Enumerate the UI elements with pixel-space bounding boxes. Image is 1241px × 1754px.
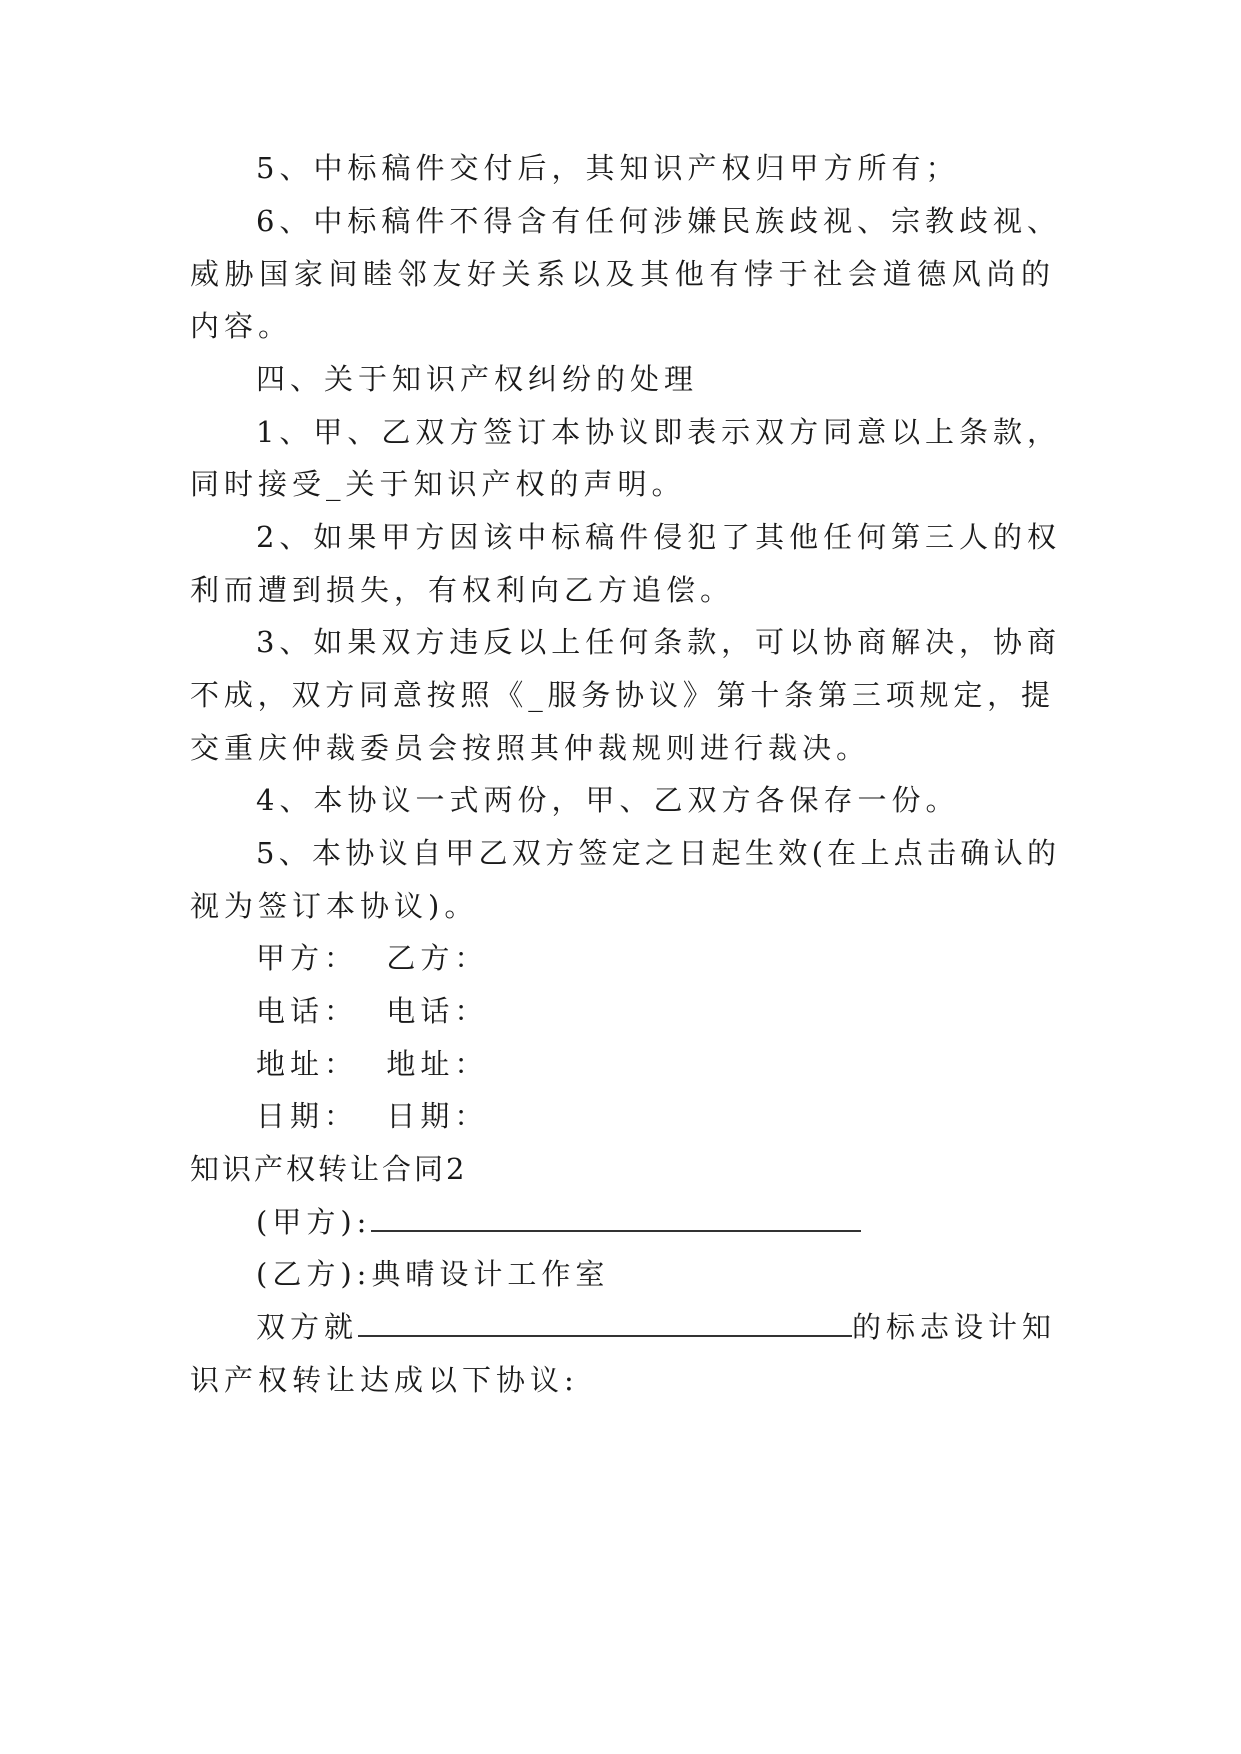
party-a-blank [371,1204,861,1232]
party-a-line [256,1202,1056,1242]
dispute-clause-5-end: 视为签订本协议)。 [190,889,479,923]
party-b-line: (乙方):典晴设计工作室 [256,1257,610,1291]
dispute-clause-2: 2、如果甲方因该中标稿件侵犯了其他任何第三人的权 [256,520,1056,554]
dispute-clause-3-end: 交重庆仲裁委员会按照其仲裁规则进行裁决。 [190,731,871,765]
agreement-intro-line [256,1307,1056,1347]
signature-phone-row: 电话： 电话： [256,994,489,1028]
contract-2-title: 知识产权转让合同2 [190,1152,468,1186]
clause-5-ip-ownership: 5、中标稿件交付后，其知识产权归甲方所有； [256,151,960,185]
agreement-intro-end: 的标志设计知 [852,1310,1057,1344]
signature-address-row: 地址： 地址： [256,1047,489,1081]
clause-6-content-restriction: 6、中标稿件不得含有任何涉嫌民族歧视、宗教歧视、 [256,204,1056,238]
dispute-clause-5: 5、本协议自甲乙双方签定之日起生效(在上点击确认的 [256,836,1056,870]
agreement-intro-start: 双方就 [256,1310,359,1344]
signature-date-row: 日期： 日期： [256,1099,489,1133]
dispute-clause-1: 1、甲、乙双方签订本协议即表示双方同意以上条款， [256,415,1056,449]
party-a-label: (甲方): [256,1205,372,1239]
signature-party-row: 甲方： 乙方： [256,941,489,975]
dispute-clause-1-end: 同时接受_关于知识产权的声明。 [190,467,686,501]
clause-6-end: 内容。 [190,309,293,343]
section-4-heading: 四、关于知识产权纠纷的处理 [256,362,699,396]
dispute-clause-3: 3、如果双方违反以上任何条款，可以协商解决，协商 [256,625,1056,659]
dispute-clause-3-continued: 不成，双方同意按照《_服务协议》第十条第三项规定，提 [190,678,1050,712]
agreement-intro-continued: 识产权转让达成以下协议: [190,1363,579,1397]
clause-6-continued: 威胁国家间睦邻友好关系以及其他有悖于社会道德风尚的 [190,257,1050,291]
dispute-clause-2-end: 利而遭到损失，有权利向乙方追偿。 [190,573,735,607]
design-subject-blank [358,1309,852,1337]
dispute-clause-4: 4、本协议一式两份，甲、乙双方各保存一份。 [256,783,960,817]
